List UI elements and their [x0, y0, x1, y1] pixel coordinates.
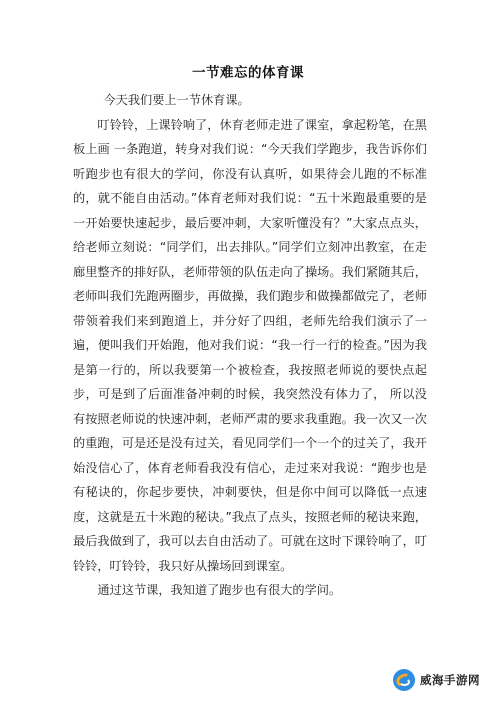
watermark-text: 威海手游网	[420, 673, 480, 687]
paragraph-main: 叮铃铃，上课铃响了，休育老师走进了课室，拿起粉笔，在黑板上画 一条跑道，转身对我们说：“今天我们学跑步，我告诉你们听跑步也有很大的学问，你没有认真听，如果待会儿跑的不标准的，就不能自由活动。”体育老师对我们说：“五十米跑最重要的是一开始要快速起步，最后要冲刺，大家听懂没有？”大家点点头，给老师立刻说：“同学们，出去排队。”同学们立刻冲出教室，在走廊里整齐的排好队，老师带领的队伍走向了操场。我们紧随其后，老师叫我们先跑两圈步，再做操，我们跑步和做操都做完了，老师带领着我们来到跑道上，并分好了四组，老师先给我们演示了一遍，便叫我们开始跑，他对我们说：“我一行一行的检查。”因为我是第一行的，所以我要第一个被检查，我按照老师说的要快点起步，可是到了后面准备冲刺的时候，我突然没有体力了， 所以没有按照老师说的快速冲刺，老师严肃的要求我重跑。我一次又一次的重跑，可是还是没有过关，看见同学们一个一个的过关了，我开始没信心了，体育老师看我没有信心，走过来对我说：“跑步也是有秘诀的，你起步要快，冲刺要快，但是你中间可以降低一点速度，这就是五十米跑的秘诀。”我点了点头，按照老师的秘诀来跑，最后我做到了，我可以去自由活动了。可就在这时下课铃响了，叮铃铃，叮铃铃，我只好从操场回到课室。	[73, 117, 427, 573]
site-watermark	[389, 666, 488, 694]
site-logo-icon	[393, 669, 415, 691]
document-body	[73, 88, 427, 603]
paragraph-intro: 今天我们要上一节休育课。	[103, 93, 250, 107]
document-title: 一节难忘的体育课	[192, 65, 304, 81]
paragraph-conclusion: 通过这节课，我知道了跑步也有很大的学问。	[97, 583, 342, 597]
